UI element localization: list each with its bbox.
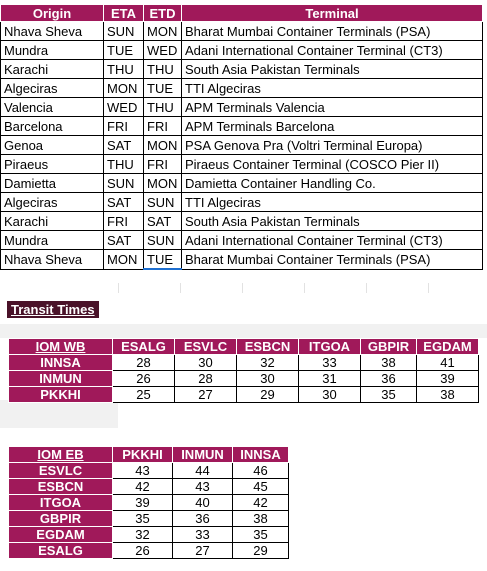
eb-row <box>9 543 289 559</box>
schedule-row <box>1 79 483 98</box>
etd-cell[interactable]: SAT <box>144 212 182 231</box>
eb-cell[interactable]: 38 <box>233 511 289 527</box>
eta-cell[interactable]: SUN <box>104 174 144 193</box>
sheet-shade <box>0 324 487 338</box>
wb-col-header[interactable]: ESBCN <box>237 339 299 355</box>
eb-cell[interactable]: 26 <box>113 543 173 559</box>
schedule-header-row <box>1 5 483 22</box>
wb-cell[interactable]: 28 <box>175 371 237 387</box>
header-eta[interactable]: ETA <box>104 5 144 22</box>
eb-row <box>9 463 289 479</box>
eb-cell[interactable]: 44 <box>173 463 233 479</box>
origin-cell[interactable]: Algeciras <box>1 79 104 98</box>
origin-cell[interactable]: Valencia <box>1 98 104 117</box>
wb-cell[interactable]: 36 <box>361 371 417 387</box>
eb-cell[interactable]: 42 <box>233 495 289 511</box>
eb-row <box>9 479 289 495</box>
eb-cell[interactable]: 42 <box>113 479 173 495</box>
eta-cell[interactable]: SAT <box>104 231 144 250</box>
eta-cell[interactable]: MON <box>104 250 144 270</box>
origin-cell[interactable]: Damietta <box>1 174 104 193</box>
wb-row <box>9 355 479 371</box>
etd-cell[interactable]: MON <box>144 22 182 41</box>
gridline <box>180 283 181 293</box>
origin-cell[interactable]: Barcelona <box>1 117 104 136</box>
wb-cell[interactable]: 39 <box>417 371 479 387</box>
iom-wb-transit-table <box>8 338 479 403</box>
transit-times-title: Transit Times <box>7 301 99 318</box>
origin-cell[interactable]: Mundra <box>1 231 104 250</box>
schedule-row <box>1 231 483 250</box>
schedule-row <box>1 155 483 174</box>
eb-cell[interactable]: 36 <box>173 511 233 527</box>
eb-cell[interactable]: 27 <box>173 543 233 559</box>
etd-cell[interactable]: MON <box>144 136 182 155</box>
eb-corner-label[interactable]: IOM EB <box>9 447 113 463</box>
terminal-cell[interactable]: APM Terminals Barcelona <box>182 117 483 136</box>
wb-cell[interactable]: 33 <box>299 355 361 371</box>
eb-cell[interactable]: 32 <box>113 527 173 543</box>
terminal-cell[interactable]: Damietta Container Handling Co. <box>182 174 483 193</box>
eb-row <box>9 511 289 527</box>
schedule-row <box>1 174 483 193</box>
eta-cell[interactable]: FRI <box>104 117 144 136</box>
etd-cell[interactable]: WED <box>144 41 182 60</box>
iom-eb-transit-table <box>8 446 289 559</box>
wb-row-label[interactable]: PKKHI <box>9 387 113 403</box>
gridline <box>366 283 367 293</box>
origin-cell[interactable]: Genoa <box>1 136 104 155</box>
origin-cell[interactable]: Mundra <box>1 41 104 60</box>
schedule-row <box>1 41 483 60</box>
wb-col-header[interactable]: ESALG <box>113 339 175 355</box>
terminal-cell[interactable]: South Asia Pakistan Terminals <box>182 60 483 79</box>
eb-cell[interactable]: 29 <box>233 543 289 559</box>
eta-cell[interactable]: FRI <box>104 212 144 231</box>
eb-cell[interactable]: 43 <box>113 463 173 479</box>
eb-row-label[interactable]: EGDAM <box>9 527 113 543</box>
header-origin[interactable]: Origin <box>1 5 104 22</box>
wb-cell[interactable]: 41 <box>417 355 479 371</box>
eta-cell[interactable]: THU <box>104 60 144 79</box>
wb-row <box>9 387 479 403</box>
eb-row <box>9 527 289 543</box>
gridline <box>242 283 243 293</box>
eta-cell[interactable]: SAT <box>104 193 144 212</box>
sheet-gridlines <box>0 279 487 293</box>
wb-header-row <box>9 339 479 355</box>
schedule-row <box>1 98 483 117</box>
origin-cell[interactable]: Karachi <box>1 60 104 79</box>
etd-cell[interactable]: FRI <box>144 117 182 136</box>
wb-cell[interactable]: 25 <box>113 387 175 403</box>
origin-cell[interactable]: Piraeus <box>1 155 104 174</box>
wb-col-header[interactable]: ITGOA <box>299 339 361 355</box>
terminal-cell[interactable]: APM Terminals Valencia <box>182 98 483 117</box>
etd-cell[interactable]: SUN <box>144 231 182 250</box>
terminal-cell[interactable]: South Asia Pakistan Terminals <box>182 212 483 231</box>
etd-cell[interactable]: THU <box>144 98 182 117</box>
etd-cell[interactable]: MON <box>144 174 182 193</box>
sheet-shade <box>0 400 118 428</box>
eb-cell[interactable]: 39 <box>113 495 173 511</box>
terminal-cell[interactable]: Bharat Mumbai Container Terminals (PSA) <box>182 250 483 270</box>
schedule-row <box>1 193 483 212</box>
eb-col-header[interactable]: INMUN <box>173 447 233 463</box>
gridline <box>428 283 429 293</box>
selected-etd-cell[interactable]: TUE <box>144 250 182 270</box>
eb-row-label[interactable]: ITGOA <box>9 495 113 511</box>
etd-cell[interactable]: TUE <box>144 79 182 98</box>
wb-cell[interactable]: 35 <box>361 387 417 403</box>
eta-cell[interactable]: SAT <box>104 136 144 155</box>
eb-header-row <box>9 447 289 463</box>
origin-cell[interactable]: Nhava Sheva <box>1 250 104 270</box>
schedule-row <box>1 250 483 270</box>
port-schedule-table <box>0 4 483 270</box>
origin-cell[interactable]: Nhava Sheva <box>1 22 104 41</box>
terminal-cell[interactable]: Adani International Container Terminal (CT3) <box>182 231 483 250</box>
eb-row-label[interactable]: ESALG <box>9 543 113 559</box>
etd-cell[interactable]: SUN <box>144 193 182 212</box>
wb-cell[interactable]: 26 <box>113 371 175 387</box>
terminal-cell[interactable]: Piraeus Container Terminal (COSCO Pier II) <box>182 155 483 174</box>
gridline <box>118 283 119 293</box>
eta-cell[interactable]: THU <box>104 155 144 174</box>
wb-cell[interactable]: 30 <box>237 371 299 387</box>
eb-row-label[interactable]: ESVLC <box>9 463 113 479</box>
gridline <box>304 283 305 293</box>
terminal-cell[interactable]: Adani International Container Terminal (CT3) <box>182 41 483 60</box>
terminal-cell[interactable]: TTI Algeciras <box>182 193 483 212</box>
wb-cell[interactable]: 30 <box>299 387 361 403</box>
terminal-cell[interactable]: TTI Algeciras <box>182 79 483 98</box>
etd-cell[interactable]: FRI <box>144 155 182 174</box>
eta-cell[interactable]: MON <box>104 79 144 98</box>
wb-col-header[interactable]: ESVLC <box>175 339 237 355</box>
eb-cell[interactable]: 35 <box>113 511 173 527</box>
eb-cell[interactable]: 35 <box>233 527 289 543</box>
schedule-row <box>1 22 483 41</box>
wb-cell[interactable]: 31 <box>299 371 361 387</box>
eb-row-label[interactable]: ESBCN <box>9 479 113 495</box>
eb-cell[interactable]: 45 <box>233 479 289 495</box>
eb-col-header[interactable]: PKKHI <box>113 447 173 463</box>
eta-cell[interactable]: WED <box>104 98 144 117</box>
eta-cell[interactable]: TUE <box>104 41 144 60</box>
schedule-row <box>1 60 483 79</box>
schedule-row <box>1 117 483 136</box>
wb-corner-label[interactable]: IOM WB <box>9 339 113 355</box>
wb-col-header[interactable]: GBPIR <box>361 339 417 355</box>
wb-row-label[interactable]: INNSA <box>9 355 113 371</box>
wb-cell[interactable]: 27 <box>175 387 237 403</box>
wb-row <box>9 371 479 387</box>
wb-cell[interactable]: 38 <box>417 387 479 403</box>
eb-cell[interactable]: 46 <box>233 463 289 479</box>
wb-row-label[interactable]: INMUN <box>9 371 113 387</box>
origin-cell[interactable]: Karachi <box>1 212 104 231</box>
eb-cell[interactable]: 33 <box>173 527 233 543</box>
origin-cell[interactable]: Algeciras <box>1 193 104 212</box>
eta-cell[interactable]: SUN <box>104 22 144 41</box>
wb-cell[interactable]: 38 <box>361 355 417 371</box>
wb-cell[interactable]: 29 <box>237 387 299 403</box>
schedule-row <box>1 212 483 231</box>
eb-row <box>9 495 289 511</box>
schedule-row <box>1 136 483 155</box>
wb-cell[interactable]: 32 <box>237 355 299 371</box>
wb-cell[interactable]: 28 <box>113 355 175 371</box>
etd-cell[interactable]: THU <box>144 60 182 79</box>
header-etd[interactable]: ETD <box>144 5 182 22</box>
header-terminal[interactable]: Terminal <box>182 5 483 22</box>
terminal-cell[interactable]: PSA Genova Pra (Voltri Terminal Europa) <box>182 136 483 155</box>
eb-row-label[interactable]: GBPIR <box>9 511 113 527</box>
eb-col-header[interactable]: INNSA <box>233 447 289 463</box>
wb-cell[interactable]: 30 <box>175 355 237 371</box>
eb-cell[interactable]: 43 <box>173 479 233 495</box>
eb-cell[interactable]: 40 <box>173 495 233 511</box>
wb-col-header[interactable]: EGDAM <box>417 339 479 355</box>
terminal-cell[interactable]: Bharat Mumbai Container Terminals (PSA) <box>182 22 483 41</box>
